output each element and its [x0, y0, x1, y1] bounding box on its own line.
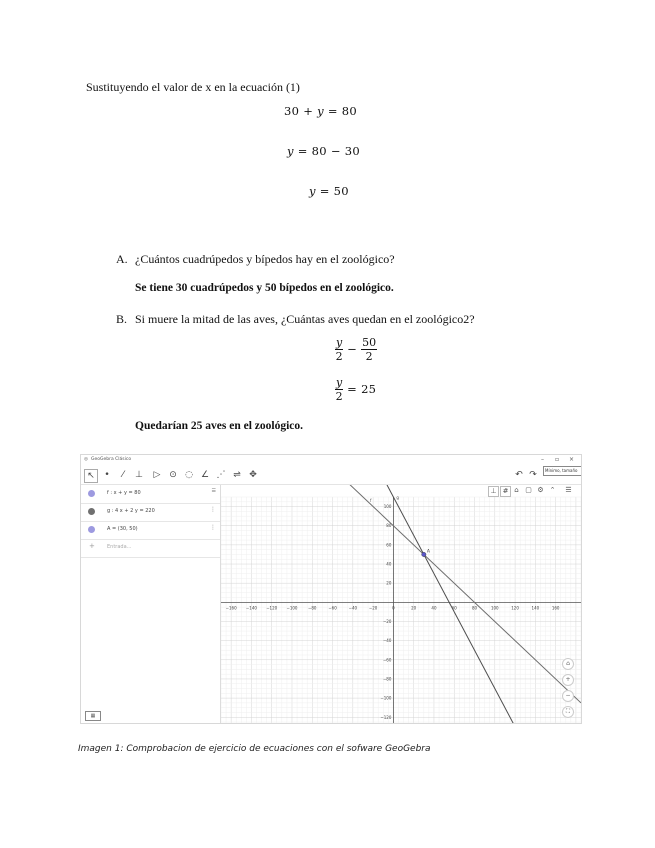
figure-caption: Imagen 1: Comprobacion de ejercicio de ecuaciones con el sofware GeoGebra — [78, 744, 431, 754]
eq1-b: = 80 — [323, 104, 357, 118]
question-b-answer: Quedarían 25 aves en el zoológico. — [135, 420, 304, 432]
y-tick-label: −60 — [382, 657, 392, 663]
home-icon[interactable]: ⌂ — [514, 486, 519, 494]
line-f-label: f — [370, 497, 372, 503]
eq1-a: 30 + — [284, 104, 318, 118]
algebra-label-a: A = (30, 50) — [107, 526, 138, 532]
kebab-icon[interactable]: ⋮ — [210, 524, 216, 531]
geogebra-window — [80, 454, 582, 724]
restore-icon[interactable]: ▫ — [555, 456, 560, 463]
algebra-view — [81, 485, 221, 723]
fraction-y-half — [335, 336, 343, 363]
tool-bar — [81, 466, 581, 485]
slider-tool-icon[interactable]: ⇌ — [233, 470, 241, 480]
frac1-den: 2 — [335, 350, 343, 363]
graph-canvas[interactable] — [221, 485, 581, 723]
fraction-50-half — [361, 336, 377, 363]
reflect-tool-icon[interactable]: ⋰ — [216, 470, 226, 480]
equals-25: = 25 — [343, 382, 377, 397]
question-a-answer: Se tiene 30 cuadrúpedos y 50 bípedos en el zoológico. — [135, 282, 394, 294]
move-tool-icon[interactable]: ↖ — [84, 469, 98, 483]
eq2-var: y — [287, 144, 294, 158]
x-tick-label: 80 — [471, 605, 478, 611]
minus-sign: − — [343, 342, 362, 357]
axes-toggle-icon[interactable]: ⊥ — [488, 486, 499, 497]
frac3-num: y — [336, 376, 343, 389]
undo-icon[interactable]: ↶ — [515, 470, 523, 480]
settings-icon[interactable]: ⚙ — [537, 486, 544, 494]
x-tick-label: −100 — [286, 605, 298, 611]
frac3-den: 2 — [335, 390, 343, 403]
fraction-equation-1 — [335, 336, 377, 363]
algebra-row-f[interactable] — [81, 485, 220, 504]
x-tick-label: −60 — [328, 605, 337, 611]
line-g-label: g — [396, 494, 399, 500]
question-a-marker: A. — [116, 252, 128, 266]
x-tick-label: −140 — [245, 605, 257, 611]
y-tick-label: −40 — [382, 638, 392, 644]
y-tick-label: −100 — [380, 695, 392, 701]
minimize-icon[interactable]: – — [541, 456, 544, 463]
y-tick-label: 60 — [386, 542, 392, 548]
line-f — [221, 485, 581, 703]
x-tick-label: 120 — [511, 605, 519, 611]
geogebra-logo-icon: ◎ — [84, 457, 88, 462]
circle-tool-icon[interactable]: ⊙ — [169, 470, 177, 480]
question-b-text: Si muere la mitad de las aves, ¿Cuántas aves quedan en el zoológico2? — [135, 312, 475, 326]
question-b-marker: B. — [116, 312, 128, 326]
redo-icon[interactable]: ↷ — [529, 470, 537, 480]
eq2-b: = 80 − 30 — [293, 144, 360, 158]
algebra-menu-icon[interactable]: ☰ — [211, 488, 216, 494]
algebra-label-f: f : x + y = 80 — [107, 490, 141, 496]
frac2-num: 50 — [362, 336, 377, 349]
input-field[interactable]: Entrada... — [107, 544, 132, 550]
x-tick-label: 100 — [490, 605, 499, 611]
algebra-input-row[interactable] — [81, 539, 220, 558]
grid-toggle-icon[interactable]: # — [500, 486, 511, 497]
circle-3pt-tool-icon[interactable]: ◌ — [185, 470, 193, 480]
y-tick-label: 20 — [386, 580, 392, 586]
x-tick-label: −160 — [225, 605, 237, 611]
angle-tool-icon[interactable]: ∠ — [200, 470, 210, 480]
visibility-toggle-g[interactable] — [88, 508, 95, 515]
eq3-b: = 50 — [315, 184, 349, 198]
frac2-den: 2 — [365, 350, 373, 363]
eq1-var: y — [317, 104, 324, 118]
x-tick-label: 40 — [431, 605, 437, 611]
y-tick-label: 40 — [386, 561, 392, 567]
x-tick-label: 60 — [451, 605, 457, 611]
y-tick-label: 80 — [386, 523, 392, 529]
frac1-num: y — [336, 336, 343, 349]
equation-2 — [287, 144, 360, 158]
algebra-row-a[interactable] — [81, 521, 220, 540]
line-tool-icon[interactable]: ⁄ — [122, 470, 124, 480]
fraction-equation-2 — [335, 376, 376, 403]
x-tick-label: −80 — [308, 605, 317, 611]
y-tick-label: 100 — [383, 504, 392, 510]
y-tick-label: −120 — [380, 714, 392, 720]
zoom-out-icon[interactable]: − — [562, 690, 574, 702]
y-tick-label: −80 — [382, 676, 392, 682]
y-tick-label: −20 — [382, 618, 392, 624]
question-a-text: ¿Cuántos cuadrúpedos y bípedos hay en el zoológico? — [135, 252, 395, 266]
x-tick-label: 20 — [411, 605, 417, 611]
close-icon[interactable]: × — [569, 456, 575, 463]
tooltip: Mínimo, tamaño — [543, 466, 582, 476]
window-title: GeoGebra Clásico — [91, 457, 132, 462]
geogebra-titlebar — [81, 455, 581, 466]
fraction-y-half-2 — [335, 376, 343, 403]
point-tool-icon[interactable]: • — [104, 470, 110, 480]
kebab-icon[interactable]: ⋮ — [210, 506, 216, 513]
visibility-toggle-a[interactable] — [88, 526, 95, 533]
zoom-in-icon[interactable]: + — [562, 674, 574, 686]
style-icon[interactable]: ▢ — [525, 486, 532, 494]
algebra-row-g[interactable] — [81, 503, 220, 522]
equation-3 — [309, 184, 349, 198]
keyboard-icon[interactable]: ▦ — [85, 711, 101, 721]
eq3-var: y — [309, 184, 316, 198]
equation-1 — [284, 104, 357, 118]
x-tick-label: −20 — [368, 605, 378, 611]
perpendicular-tool-icon[interactable]: ⊥ — [135, 470, 143, 480]
intro-text: Sustituyendo el valor de x en la ecuación (1) — [86, 80, 300, 94]
plus-icon: + — [89, 542, 95, 550]
algebra-label-g: g : 4 x + 2 y = 220 — [107, 508, 155, 514]
polygon-tool-icon[interactable]: ▷ — [153, 470, 161, 480]
x-tick-label: 160 — [551, 605, 560, 611]
fullscreen-icon[interactable]: ⛶ — [562, 706, 574, 718]
graphics-view[interactable] — [221, 485, 581, 723]
visibility-toggle-f[interactable] — [88, 490, 95, 497]
x-tick-label: −40 — [348, 605, 358, 611]
collapse-icon[interactable]: ⌃ — [549, 486, 556, 494]
point-a-label: A — [426, 549, 430, 555]
x-tick-label: 140 — [531, 605, 540, 611]
menu-icon[interactable]: ☰ — [565, 486, 572, 494]
move-view-tool-icon[interactable]: ✥ — [249, 470, 257, 480]
x-tick-label: 0 — [392, 605, 395, 611]
zoom-home-icon[interactable]: ⌂ — [562, 658, 574, 670]
x-tick-label: −120 — [266, 605, 278, 611]
point-a — [422, 552, 426, 556]
